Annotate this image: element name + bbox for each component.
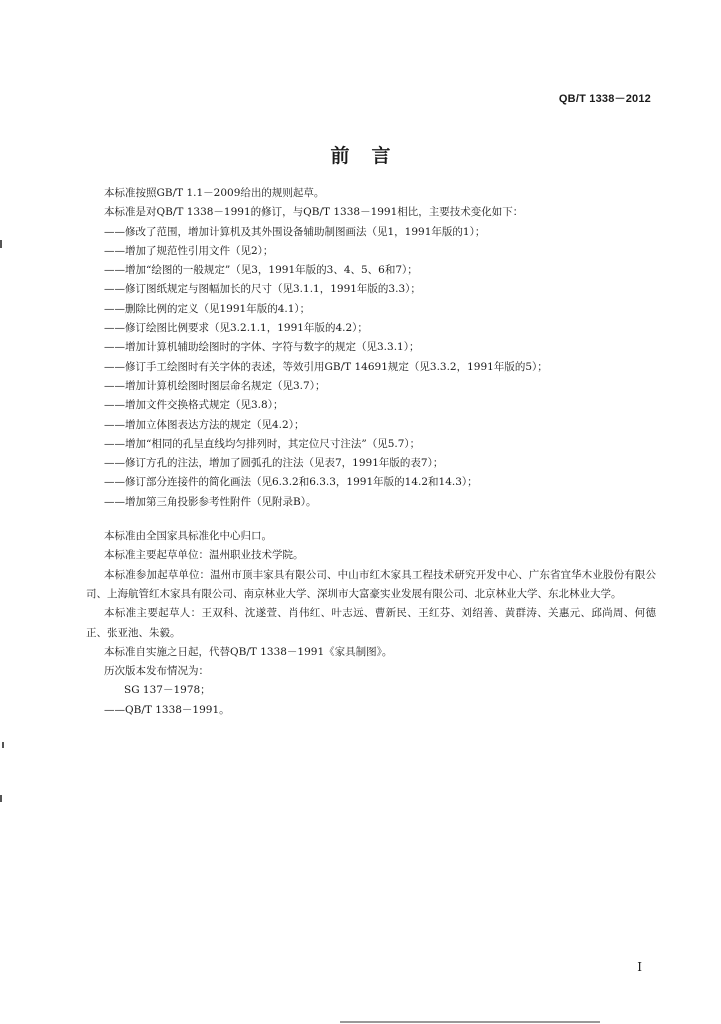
change-item: ——增加第三角投影参考性附件（见附录B）。: [104, 495, 317, 508]
proposer-paragraph: 本标准由全国家具标准化中心归口。: [104, 530, 272, 543]
intro-paragraph: 本标准按照GB/T 1.1－2009给出的规则起草。: [104, 187, 325, 199]
scan-mark: [0, 795, 2, 802]
section-gap: [86, 512, 656, 527]
scan-mark: [340, 1021, 600, 1023]
change-item: ——增加计算机绘图时图层命名规定（见3.7）；: [104, 379, 326, 392]
history-item: SG 137－1978；: [124, 684, 211, 697]
page-title: 前言: [330, 145, 413, 167]
change-list: [86, 223, 656, 512]
history-item: ——QB/T 1338－1991。: [104, 703, 230, 716]
change-item: ——增加文件交换格式规定（见3.8）；: [104, 399, 284, 412]
change-item: ——增加“相同的孔呈直线均匀排列时，其定位尺寸注法”（见5.7）；: [104, 437, 421, 450]
change-item: ——修改了范围，增加计算机及其外围设备辅助制图画法（见1，1991年版的1）；: [104, 225, 486, 238]
replacement-paragraph: 本标准自实施之日起，代替QB/T 1338－1991《家具制图》。: [104, 645, 393, 658]
revision-paragraph: 本标准是对QB/T 1338－1991的修订，与QB/T 1338－1991相比，主要技术变化如下：: [104, 206, 524, 219]
change-item: ——修订图纸规定与图幅加长的尺寸（见3.1.1，1991年版的3.3）；: [104, 283, 421, 296]
standard-code: QB/T 1338－2012: [558, 93, 651, 105]
page-number: I: [637, 960, 642, 974]
participating-units-paragraph: 本标准参加起草单位：温州市顶丰家具有限公司、中山市红木家具工程技术研究开发中心、广东省宜华木业股份有限公司、上海航管红木家具有限公司、南京林业大学、深圳市大富豪实业发展有限公司、北京林业大学、东北林业大学。: [86, 568, 656, 600]
change-item: ——删除比例的定义（见1991年版的4.1）；: [104, 302, 311, 315]
main-drafters-paragraph: 本标准主要起草人：王双科、沈遂萱、肖伟红、叶志远、曹新民、王红芬、刘绍善、黄群涛、关惠元、邱尚周、何德正、张亚池、朱毅。: [86, 607, 656, 639]
change-item: ——增加计算机辅助绘图时的字体、字符与数字的规定（见3.3.1）；: [104, 341, 420, 354]
change-item: ——修订手工绘图时有关字体的表述，等效引用GB/T 14691规定（见3.3.2，1991年版的5）；: [104, 360, 548, 373]
change-item: ——修订方孔的注法，增加了圆弧孔的注法（见表7，1991年版的表7）；: [104, 457, 444, 470]
change-item: ——增加了规范性引用文件（见2）；: [104, 244, 274, 257]
main-drafter-unit-paragraph: 本标准主要起草单位：温州职业技术学院。: [104, 549, 304, 562]
document-body: [86, 184, 656, 720]
change-item: ——增加立体图表达方法的规定（见4.2）；: [104, 418, 305, 431]
change-item: ——修订部分连接件的简化画法（见6.3.2和6.3.3，1991年版的14.2和14.3）；: [104, 476, 478, 489]
change-item: ——修订绘图比例要求（见3.2.1.1，1991年版的4.2）；: [104, 322, 368, 335]
scan-mark: [2, 742, 4, 748]
history-title: 历次版本发布情况为：: [104, 665, 209, 678]
scan-mark: [0, 240, 2, 248]
change-item: ——增加“绘图的一般规定”（见3，1991年版的3、4、5、6和7）；: [104, 264, 418, 277]
